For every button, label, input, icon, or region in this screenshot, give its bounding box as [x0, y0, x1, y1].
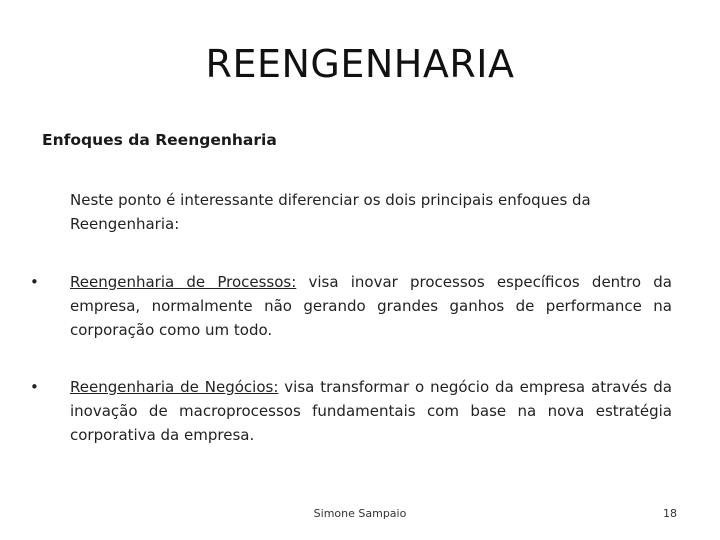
- page-number: 18: [663, 507, 677, 520]
- bullet-term: Reengenharia de Negócios:: [70, 378, 279, 396]
- bullet-item-negocios: [30, 375, 672, 447]
- bullet-icon: •: [30, 378, 39, 396]
- intro-paragraph: Neste ponto é interessante diferenciar os dois principais enfoques da Reengenharia:: [70, 191, 591, 233]
- bullet-item-processos: [30, 270, 672, 342]
- slide-subtitle: Enfoques da Reengenharia: [42, 131, 277, 149]
- slide-title: REENGENHARIA: [205, 42, 515, 86]
- footer-author: Simone Sampaio: [313, 507, 407, 520]
- bullet-text: visa transformar o negócio da empresa através da inovação de macroprocessos fundamentais com base na nova estratégia corporativa da empresa.: [70, 378, 672, 444]
- bullet-term: Reengenharia de Processos:: [70, 273, 297, 291]
- bullet-text: visa inovar processos específicos dentro da empresa, normalmente não gerando grandes ganhos de performance na corporação como um todo.: [70, 273, 672, 339]
- bullet-icon: •: [30, 273, 39, 291]
